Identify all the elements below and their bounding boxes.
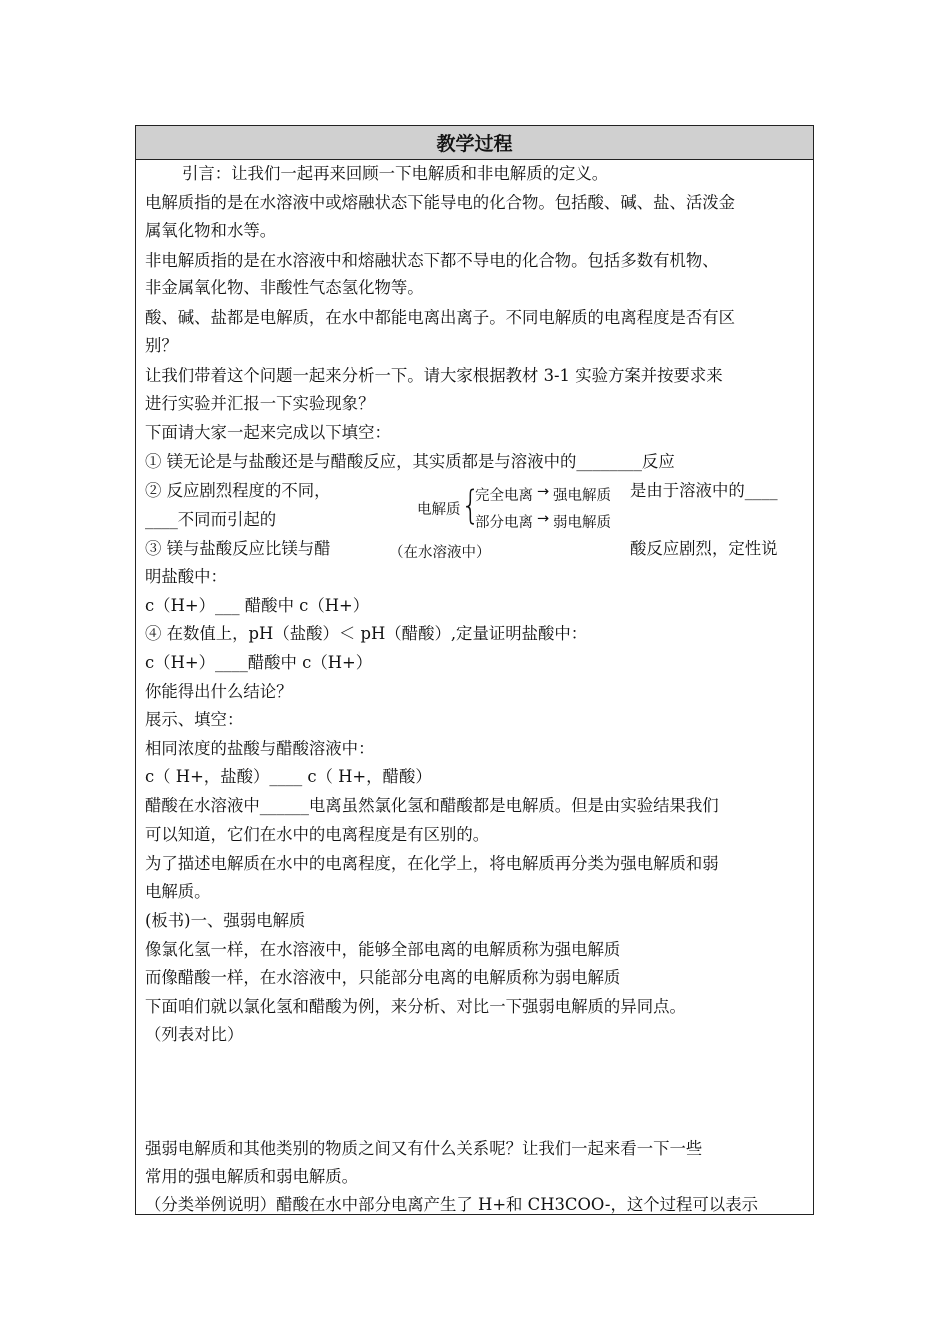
text-line: 常用的强电解质和弱电解质。 [145,1167,359,1186]
text-line: 展示、填空： [145,710,244,729]
text-line: 让我们带着这个问题一起来分析一下。请大家根据教材 3-1 实验方案并按要求来 [145,366,723,385]
text-line: 为了描述电解质在水中的电离程度，在化学上，将电解质再分类为强电解质和弱 [145,854,719,873]
electrolyte-classification-diagram [389,483,613,574]
table-header [136,126,813,160]
text-line: ____不同而引起的 [145,510,277,529]
text-line: 引言：让我们一起再来回顾一下电解质和非电解质的定义。 [182,164,609,183]
diagram-branch2-right: 弱电解质 [553,515,611,531]
text-line: 像氯化氢一样，在水溶液中，能够全部电离的电解质称为强电解质 [145,940,621,959]
text-line: 电解质指的是在水溶液中或熔融状态下能导电的化合物。包括酸、碱、盐、活泼金 [145,193,736,212]
text-line: ③ 镁与盐酸反应比镁与醋 [145,539,331,558]
text-line: ① 镁无论是与盐酸还是与醋酸反应，其实质都是与溶液中的________反应 [145,452,675,471]
text-line: c（ H+，盐酸）____ c（ H+，醋酸） [145,767,432,786]
text-line: 电解质。 [145,882,211,901]
text-line: 非金属氧化物、非酸性气态氢化物等。 [145,278,424,297]
text-line: 酸反应剧烈，定性说 [630,539,778,558]
text-line: 下面咱们就以氯化氢和醋酸为例，来分析、对比一下强弱电解质的异同点。 [145,997,686,1016]
text-line: 明盐酸中： [145,567,227,586]
diagram-branch2-left: 部分电离 [475,515,533,531]
text-line: 是由于溶液中的____ [630,481,778,500]
text-line: c（H+）___ 醋酸中 c（H+） [145,596,370,615]
text-line: 别？ [145,336,178,355]
text-line: （分类举例说明）醋酸在水中部分电离产生了 H+和 CH3COO-，这个过程可以表示 [145,1195,758,1214]
diagram-branch1-left: 完全电离 [475,488,533,504]
text-line: 而像醋酸一样，在水溶液中，只能部分电离的电解质称为弱电解质 [145,968,621,987]
text-line: 醋酸在水溶液中______电离虽然氯化氢和醋酸都是电解质。但是由实验结果我们 [145,796,719,815]
diagram-caption: （在水溶液中） [389,545,491,561]
text-line: c（H+）____醋酸中 c（H+） [145,653,373,672]
table-title: 教学过程 [436,133,513,155]
teaching-process-table [135,125,814,1215]
brace-icon: { [461,483,481,530]
text-line: 你能得出什么结论？ [145,682,293,701]
arrow-right-icon: → [537,511,550,527]
arrow-right-icon: → [537,484,550,500]
text-line: （列表对比） [145,1025,244,1044]
text-line: 下面请大家一起来完成以下填空： [145,423,391,442]
text-line: 酸、碱、盐都是电解质，在水中都能电离出离子。不同电解质的电离程度是否有区 [145,308,736,327]
table-content [136,160,813,1214]
text-line: 属氧化物和水等。 [145,221,277,240]
text-line: (板书)一、强弱电解质 [145,911,306,930]
text-line: 非电解质指的是在水溶液中和熔融状态下都不导电的化合物。包括多数有机物、 [145,251,719,270]
diagram-branch1-right: 强电解质 [553,488,611,504]
text-line: 强弱电解质和其他类别的物质之间又有什么关系呢？让我们一起来看一下一些 [145,1139,703,1158]
diagram-root-label: 电解质 [417,502,461,518]
text-line: 进行实验并汇报一下实验现象？ [145,394,375,413]
text-line: ② 反应剧烈程度的不同， [145,481,331,500]
text-line: ④ 在数值上，pH（盐酸）＜ pH（醋酸）,定量证明盐酸中： [145,624,588,643]
text-line: 相同浓度的盐酸与醋酸溶液中： [145,739,375,758]
text-line: 可以知道，它们在水中的电离程度是有区别的。 [145,825,490,844]
